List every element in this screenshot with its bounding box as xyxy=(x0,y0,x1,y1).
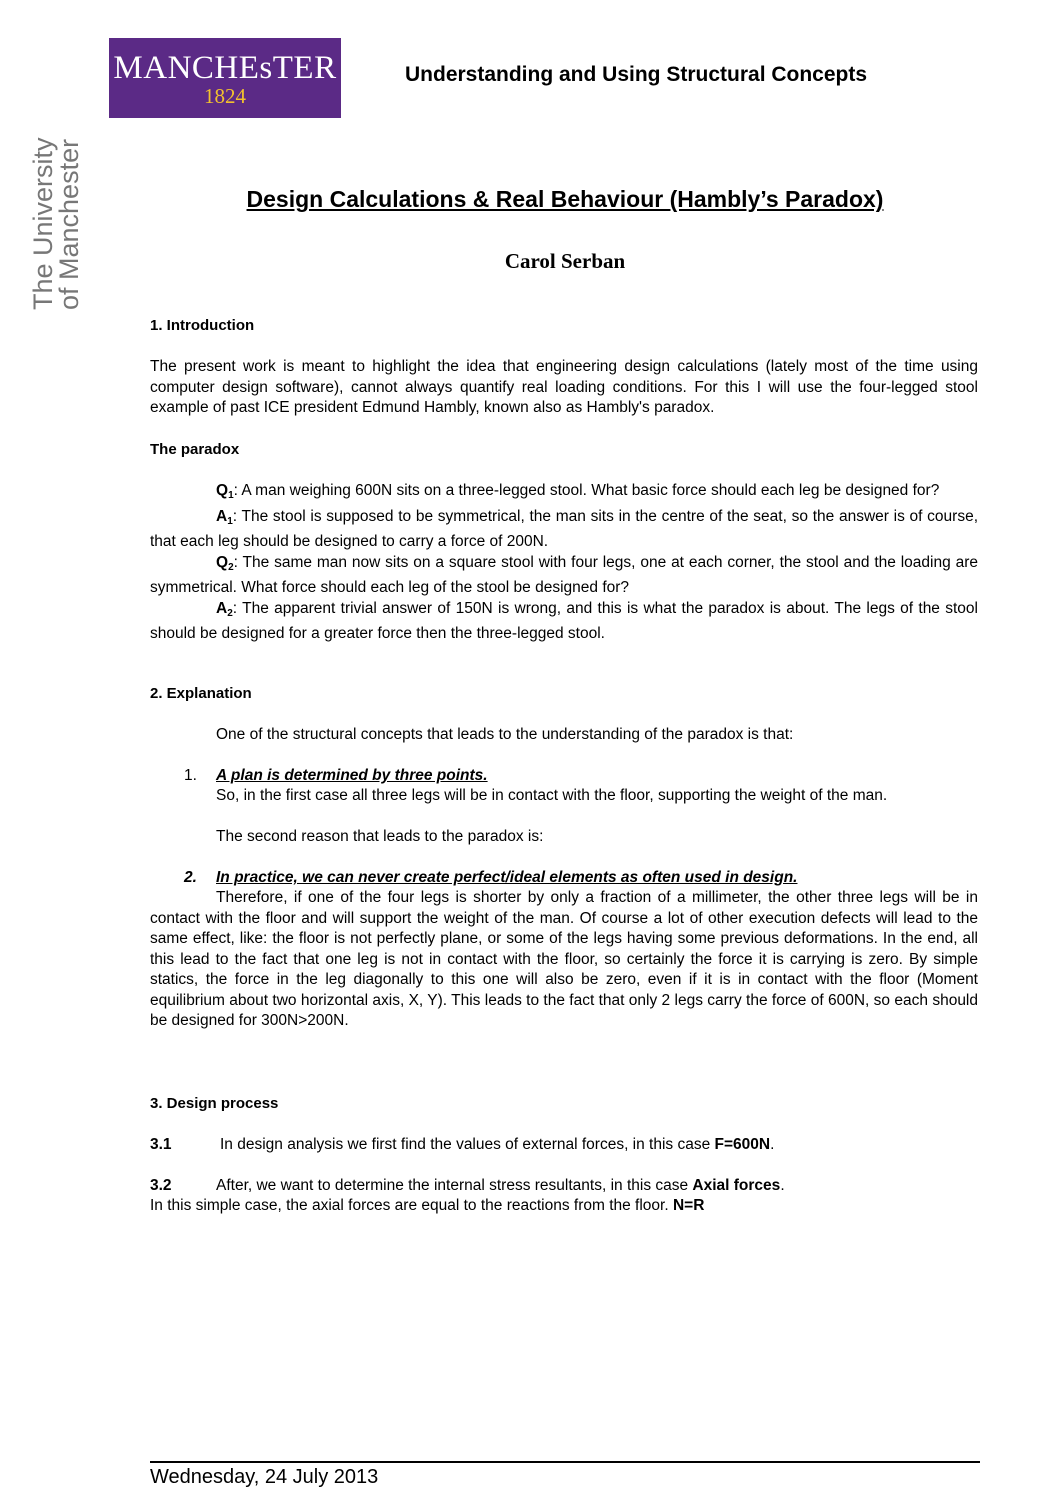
logo-year: 1824 xyxy=(204,84,246,108)
question-2: $Q_2$: The same man now sits on a square stool with four legs, one at each corner, the stool and the loading are symmetrical. What force should each leg of the stool be designed for? xyxy=(150,553,978,596)
paradox-qa xyxy=(150,481,978,645)
section-heading-design-process: 3. Design process xyxy=(150,1095,279,1112)
author-name: Carol Serban xyxy=(504,249,626,273)
step-3-1-text: In design analysis we first find the values of external forces, in this case F=600N. xyxy=(220,1136,775,1153)
footer-divider xyxy=(150,1461,980,1463)
key-point-1: A plan is determined by three points. xyxy=(216,767,488,784)
intro-paragraph: The present work is meant to highlight the idea that engineering design calculations (lately most of the time using computer design software), cannot always quantify real loading conditions. For this I will use the four-legged stool example of past ICE president Edmund Hambly, known also as Hambly's paradox. xyxy=(150,358,978,416)
key-point-2: In practice, we can never create perfect/ideal elements as often used in design. xyxy=(216,869,798,886)
side-text-line1: The University xyxy=(28,137,58,310)
footer-date: Wednesday, 24 July 2013 xyxy=(150,1466,379,1488)
answer-1: $A_1$: The stool is supposed to be symmetrical, the man sits in the centre of the seat, so the answer is of course, that each leg should be designed to carry a force of 200N. xyxy=(150,507,978,550)
header-title: Understanding and Using Structural Concepts xyxy=(405,63,868,86)
key-point-1-text: So, in the first case all three legs will be in contact with the floor, supporting the weight of the man. xyxy=(216,787,888,804)
explanation-intro: One of the structural concepts that leads to the understanding of the paradox is that: xyxy=(216,726,794,743)
section-heading-introduction: 1. Introduction xyxy=(150,317,255,334)
list-number-1: 1. xyxy=(184,767,197,784)
list-number-2: 2. xyxy=(184,869,197,886)
section-heading-explanation: 2. Explanation xyxy=(150,685,252,702)
step-3-1-number: 3.1 xyxy=(150,1136,172,1153)
step-3-2-number: 3.2 xyxy=(150,1177,172,1194)
university-vertical-text xyxy=(30,137,82,310)
answer-2: $A_2$: The apparent trivial answer of 150N is wrong, and this is what the paradox is about. The legs of the stool should be designed for a greater force then the three-legged stool. xyxy=(150,599,978,642)
second-reason-text: The second reason that leads to the paradox is: xyxy=(216,828,544,845)
step-3-2-line2: In this simple case, the axial forces are equal to the reactions from the floor. N=R xyxy=(150,1197,705,1214)
key-point-2-text: Therefore, if one of the four legs is shorter by only a fraction of a millimeter, the other three legs will be in contact with the floor and will support the weight of the man. Of course a lot of other execution defects will lead to the same effect, like: the floor is not perfectly plane, or some of the legs having some previous deformations. In the end, all this lead to the fact that one leg is not in contact with the floor, so certainly the force it is carrying is zero. By simple statics, the force in the leg diagonally to this one will also be zero, even if it is in contact with the floor (Moment equilibrium about two horizontal axis, X, Y). This leads to the fact that only 2 legs carry the force of 600N, so each should be designed for 300N>200N. xyxy=(150,889,978,1029)
university-logo xyxy=(109,38,341,118)
document-title: Design Calculations & Real Behaviour (Hambly’s Paradox) xyxy=(246,186,884,212)
section-heading-paradox: The paradox xyxy=(150,441,240,458)
logo-wordmark: MANCHEsTER xyxy=(113,50,337,86)
step-3-2-text: After, we want to determine the internal stress resultants, in this case Axial forces. xyxy=(216,1177,785,1194)
side-text-line2: of Manchester xyxy=(54,138,84,310)
question-1: $Q_1$: A man weighing 600N sits on a three-legged stool. What basic force should each leg be designed for? xyxy=(216,482,940,501)
